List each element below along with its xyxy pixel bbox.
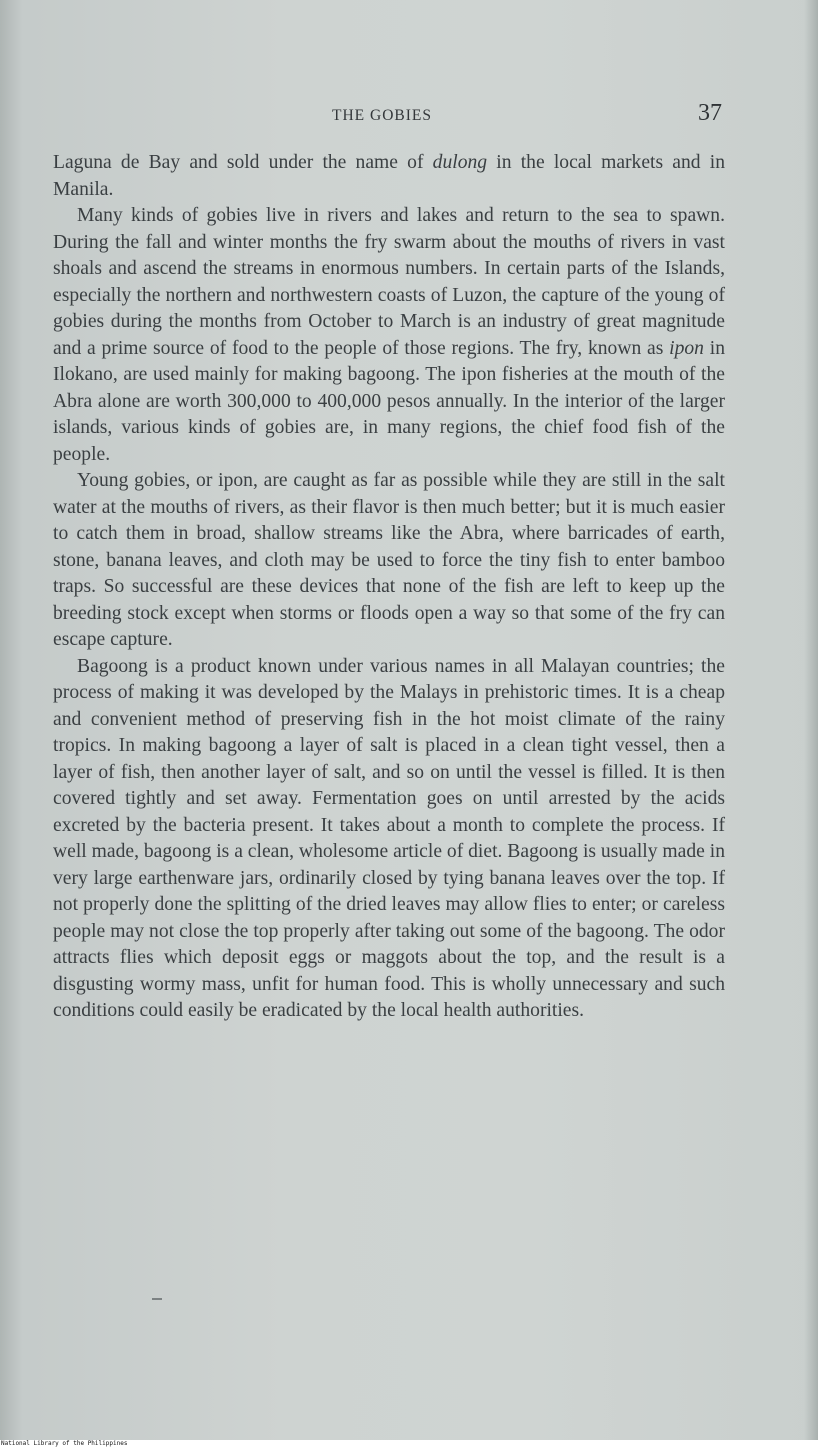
italic-term: dulong [432, 152, 488, 173]
text-run: Laguna de Bay and sold under the name of [53, 152, 433, 173]
running-head [0, 100, 818, 134]
italic-term: ipon [669, 337, 704, 359]
text-run: Young gobies, or ipon, are caught as far as possible while they are still in the salt water at the mouths of rivers, as their flavor is then much better; but it is much easier to catch them in broad, shallow streams like the Abra, where barricades of earth, stone, banana leaves, and cloth may be used to force the tiny fish to enter bamboo traps. So successful are these devices that none of the fish are left to keep up the breeding stock except when storms or floods open a way so that some of the fry can escape capture. [53, 470, 725, 650]
text-run: in Ilokano, are used mainly for making bagoong. The ipon fisheries at the mouth of the Abra alone are worth 300,000 to 400,000 pesos annually. In the interior of the larger islands, various kinds of gobies are, in many regions, the chief food fish of the people. [53, 337, 725, 465]
text-run: in the local markets and in Manila. [53, 152, 725, 200]
paragraph [53, 654, 725, 1025]
library-credit: National Library of the Philippines [1, 1440, 128, 1447]
text-run: Bagoong is a product known under various names in all Malayan countries; the process of making it was developed by the Malays in prehistoric times. It is a cheap and convenient method of preserving fish in the hot moist climate of the rainy tropics. In making bagoong a layer of salt is placed in a clean tight vessel, then a layer of fish, then another layer of salt, and so on until the vessel is filled. It is then covered tightly and set away. Fermentation goes on until arrested by the acids excreted by the bacteria present. It takes about a month to complete the process. If well made, bagoong is a clean, wholesome article of diet. Bagoong is usually made in very large earthenware jars, ordinarily closed by tying banana leaves over the top. If not properly done the splitting of the dried leaves may allow flies to enter; or careless people may not close the top properly after taking out some of the bagoong. The odor attracts flies which deposit eggs or maggots about the top, and the result is a disgusting wormy mass, unfit for human food. This is wholly unnecessary and such conditions could easily be eradicated by the local health authorities. [53, 655, 725, 1021]
body-text [53, 150, 725, 1025]
ink-mark [152, 1298, 162, 1300]
paragraph [53, 150, 725, 203]
paragraph [53, 203, 725, 468]
running-title: THE GOBIES [332, 107, 432, 124]
paragraph [53, 468, 725, 654]
page-number: 37 [698, 100, 722, 126]
text-run: Many kinds of gobies live in rivers and lakes and return to the sea to spawn. During the fall and winter months the fry swarm about the mouths of rivers in vast shoals and ascend the streams in enormous numbers. In certain parts of the Islands, especially the northern and northwestern coasts of Luzon, the capture of the young of gobies during the months from October to March is an industry of great magnitude and a prime source of food to the people of those regions. The fry, known as [53, 205, 725, 359]
